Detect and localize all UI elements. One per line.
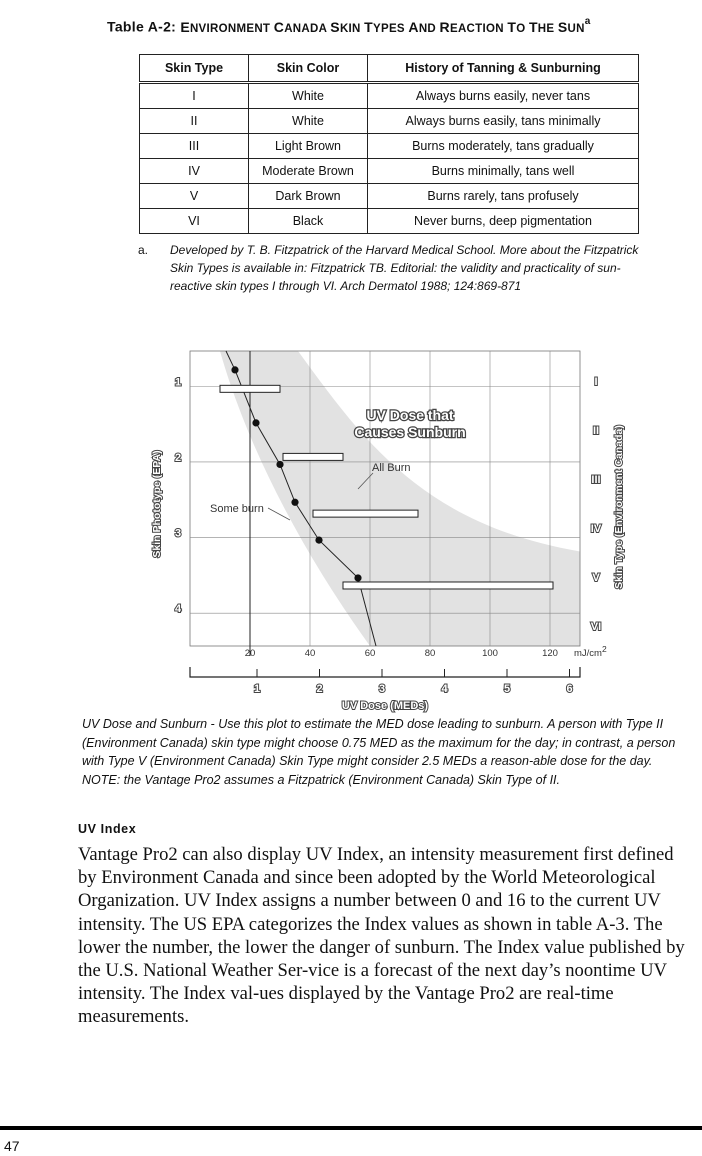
some-burn-point <box>276 461 283 468</box>
canada-tick-label: VI <box>590 621 602 633</box>
cell-type: V <box>140 184 249 209</box>
some-burn-point <box>354 574 361 581</box>
cell-color: White <box>249 83 368 109</box>
cell-color: Light Brown <box>249 134 368 159</box>
table-footnote <box>138 241 643 295</box>
epa-axis-ticks <box>175 376 182 615</box>
uv-dose-chart <box>140 345 630 715</box>
canada-axis-ticks <box>591 376 602 633</box>
table-header-row <box>140 55 639 83</box>
mj-tick-label: 100 <box>482 648 498 659</box>
dose-range-bar <box>313 510 418 517</box>
some-burn-point <box>252 419 259 426</box>
table-title-caps: ENVIRONMENT CANADA SKIN TYPES AND REACTION TO THE SUN <box>180 18 585 35</box>
body-paragraph: Vantage Pro2 can also display UV Index, an intensity measurement first defined by Environment Canada and since been adopted by the World Meteorological Organization. UV Index assigns a number between 0 and 16 to the current UV intensity. The US EPA categorizes the Index values as shown in table A-3. The lower the number, the lower the danger of sunburn. The Index value published by the U.S. National Weather Ser-vice is a forecast of the next day’s noontime UV intensity. The Index val-ues displayed by the Vantage Pro2 are real-time measurements. <box>78 844 685 1028</box>
cell-type: II <box>140 109 249 134</box>
chart-title-line1: UV Dose that <box>366 407 454 423</box>
med-tick-label: 4 <box>441 683 448 695</box>
cell-type: I <box>140 83 249 109</box>
canada-tick-label: V <box>592 572 600 584</box>
cell-history: Burns minimally, tans well <box>368 159 639 184</box>
footer-rule <box>0 1126 702 1130</box>
mj-tick-label: 20 <box>244 648 256 659</box>
table-title-prefix: Table A-2: <box>107 18 181 35</box>
dose-range-bar <box>343 582 553 589</box>
cell-color: Dark Brown <box>249 184 368 209</box>
header-history: History of Tanning & Sunburning <box>368 55 639 83</box>
footnote-text: Developed by T. B. Fitzpatrick of the Harvard Medical School. More about the Fitzpatrick Skin Types is available in: Fitzpatrick TB. Editorial: the validity and practicality of sun-reactive skin types I through VI. Arch Dermatol 1988; 124:869-871 <box>170 243 639 293</box>
mj-tick-label: 60 <box>364 648 376 659</box>
chart-title-line2: Causes Sunburn <box>354 424 466 440</box>
epa-tick-label: 1 <box>174 376 182 389</box>
med-axis-bracket <box>190 667 580 677</box>
table-row <box>140 209 639 234</box>
canada-tick-label: IV <box>590 523 602 535</box>
x-axis-label: UV Dose (MEDs) <box>341 700 429 712</box>
cell-history: Never burns, deep pigmentation <box>368 209 639 234</box>
canada-tick-label: III <box>591 474 601 486</box>
mj-tick-label: 40 <box>304 648 316 659</box>
cell-type: VI <box>140 209 249 234</box>
some-burn-point <box>315 537 322 544</box>
canada-tick-label: I <box>594 376 598 388</box>
cell-color: Moderate Brown <box>249 159 368 184</box>
header-skin-color: Skin Color <box>249 55 368 83</box>
cell-history: Always burns easily, tans minimally <box>368 109 639 134</box>
med-tick-label: 3 <box>378 683 386 695</box>
cell-type: IV <box>140 159 249 184</box>
dose-range-bar <box>220 385 280 392</box>
cell-color: White <box>249 109 368 134</box>
table-row <box>140 83 639 109</box>
cell-color: Black <box>249 209 368 234</box>
footnote-mark: a. <box>138 243 149 257</box>
footnote-marker: a <box>584 16 591 27</box>
some-burn-point <box>231 366 238 373</box>
mj-tick-label: 80 <box>424 648 436 659</box>
page-number: 47 <box>4 1138 20 1154</box>
left-axis-label: Skin Phototype (EPA) <box>151 450 163 558</box>
cell-history: Burns moderately, tans gradually <box>368 134 639 159</box>
all-burn-label: All Burn <box>372 462 411 474</box>
table-row <box>140 109 639 134</box>
table-row <box>140 184 639 209</box>
cell-history: Burns rarely, tans profusely <box>368 184 639 209</box>
canada-tick-label: II <box>592 425 600 437</box>
med-tick-label: 6 <box>566 683 573 695</box>
epa-tick-label: 4 <box>174 603 182 616</box>
dose-range-bar <box>283 453 343 460</box>
table-row <box>140 134 639 159</box>
some-burn-label: Some burn <box>210 503 264 515</box>
cell-type: III <box>140 134 249 159</box>
epa-tick-label: 2 <box>174 451 182 464</box>
section-heading: UV Index <box>78 822 137 836</box>
mj-tick-label: 120 <box>542 648 558 659</box>
med-tick-label: 2 <box>316 683 323 695</box>
med-tick-label: 5 <box>503 683 511 695</box>
cell-history: Always burns easily, never tans <box>368 83 639 109</box>
mj-axis-ticks <box>245 648 558 659</box>
header-skin-type: Skin Type <box>140 55 249 83</box>
skin-type-table <box>139 54 639 234</box>
chart-caption: UV Dose and Sunburn - Use this plot to estimate the MED dose leading to sunburn. A person with Type II (Environment Canada) skin type might choose 0.75 MED as the maximum for the day; in contrast, a person with Type V (Environment Canada) Skin Type might consider 2.5 MEDs a reason-able dose for the day. NOTE: the Vantage Pro2 assumes a Fitzpatrick (Environment Canada) Skin Type of II. <box>82 717 676 787</box>
mj-unit-label: mJ/cm2 <box>574 644 607 659</box>
epa-tick-label: 3 <box>174 527 182 540</box>
some-burn-point <box>291 499 298 506</box>
table-row <box>140 159 639 184</box>
med-axis-ticks <box>254 669 573 695</box>
right-axis-label: Skin Type (Environment Canada) <box>613 425 625 589</box>
table-title <box>107 18 591 35</box>
med-tick-label: 1 <box>253 683 261 695</box>
